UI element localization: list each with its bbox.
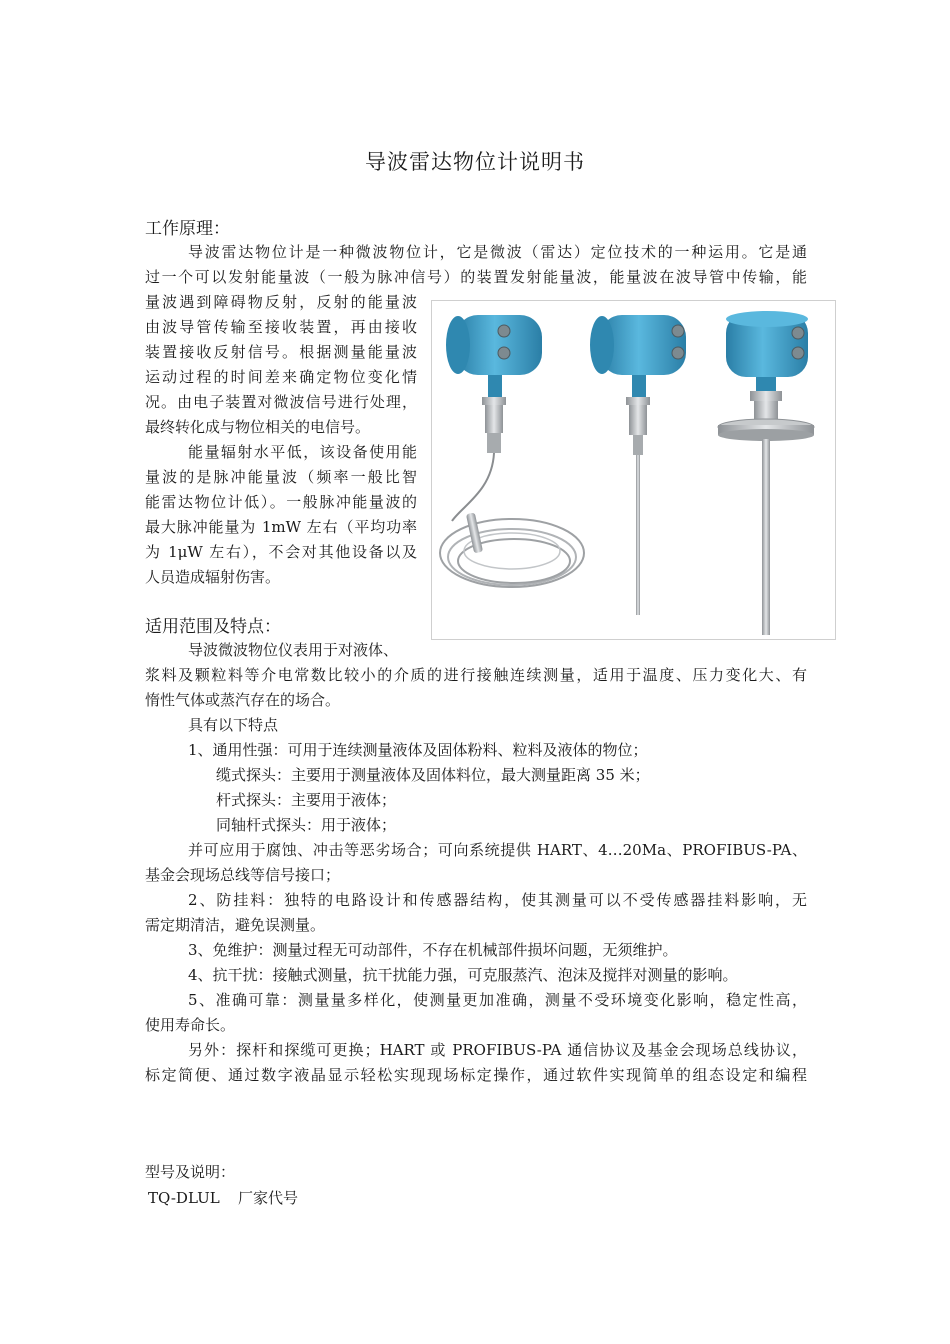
feature-4: 4、抗干扰：接触式测量，抗干扰能力强，可克服蒸汽、泡沫及搅拌对测量的影响。: [188, 966, 738, 984]
text-line: 基金会现场总线等信号接口；: [145, 866, 341, 884]
text-line: 过一个可以发射能量波（一般为脉冲信号）的装置发射能量波，能量波在波导管中传输，能: [145, 268, 807, 286]
page-title: 导波雷达物位计说明书: [365, 150, 585, 174]
text-line: 惰性气体或蒸汽存在的场合。: [145, 691, 341, 709]
text-line: 量波的是脉冲能量波（频率一般比智: [145, 468, 417, 486]
text-line: 使用寿命长。: [145, 1016, 236, 1034]
text-line: 能雷达物位计低）。一般脉冲能量波的: [145, 493, 417, 511]
text-line: 5、准确可靠：测量量多样化，使测量更加准确，测量不受环境变化影响，稳定性高，: [188, 991, 807, 1009]
features-intro: 具有以下特点: [188, 716, 279, 734]
text-line: 最终转化成与物位相关的电信号。: [145, 418, 371, 436]
product-figure: [431, 300, 836, 640]
text-line: 况。由电子装置对微波信号进行处理，: [145, 393, 417, 411]
product-illustration: [432, 301, 835, 639]
text-line: 装置接收反射信号。根据测量能量波: [145, 343, 417, 361]
text-line: 由波导管传输至接收装置，再由接收: [145, 318, 417, 336]
feature-3: 3、免维护：测量过程无可动部件，不存在机械部件损坏问题，无须维护。: [188, 941, 678, 959]
text-line: 运动过程的时间差来确定物位变化情: [145, 368, 417, 386]
coax-probe-gauge: [718, 311, 814, 635]
text-line: 缆式探头：主要用于测量液体及固体料位，最大测量距离 35 米；: [216, 766, 650, 784]
text-line: 量波遇到障碍物反射，反射的能量波: [145, 293, 417, 311]
text-line: 并可应用于腐蚀、冲击等恶劣场合；可向系统提供 HART、4…20Ma、PROFIBUS-PA、: [188, 841, 807, 859]
text-line: 2、防挂料：独特的电路设计和传感器结构，使其测量可以不受传感器挂料影响，无: [188, 891, 807, 909]
text-line: 能量辐射水平低，该设备使用能: [188, 443, 417, 461]
text-line: 浆料及颗粒料等介电常数比较小的介质的进行接触连续测量，适用于温度、压力变化大、有: [145, 666, 807, 684]
section-heading-scope: 适用范围及特点：: [145, 617, 281, 637]
text-line: 最大脉冲能量为 1mW 左右（平均功率: [145, 518, 417, 536]
section-heading-model: 型号及说明：: [145, 1163, 236, 1181]
model-description: 厂家代号: [238, 1189, 299, 1207]
text-line: 导波雷达物位计是一种微波物位计，它是微波（雷达）定位技术的一种运用。它是通: [188, 243, 807, 261]
cable-probe-gauge: [440, 315, 584, 587]
text-line: 另外：探杆和探缆可更换；HART 或 PROFIBUS-PA 通信协议及基金会现场总线协议，: [188, 1041, 807, 1059]
text-line: 杆式探头：主要用于液体；: [216, 791, 397, 809]
text-line: 1、通用性强：可用于连续测量液体及固体粉料、粒料及液体的物位；: [188, 741, 648, 759]
model-code: TQ-DLUL: [148, 1189, 220, 1207]
section-heading-principle: 工作原理：: [145, 219, 230, 239]
text-line: 标定简便、通过数字液晶显示轻松实现现场标定操作，通过软件实现简单的组态设定和编程: [145, 1066, 807, 1084]
rod-probe-gauge: [590, 315, 686, 615]
text-line: 导波微波物位仪表用于对液体、: [188, 641, 399, 659]
text-line: 人员造成辐射伤害。: [145, 568, 281, 586]
text-line: 需定期清洁，避免误测量。: [145, 916, 326, 934]
text-line: 为 1μW 左右），不会对其他设备以及: [145, 543, 417, 561]
text-line: 同轴杆式探头：用于液体；: [216, 816, 397, 834]
